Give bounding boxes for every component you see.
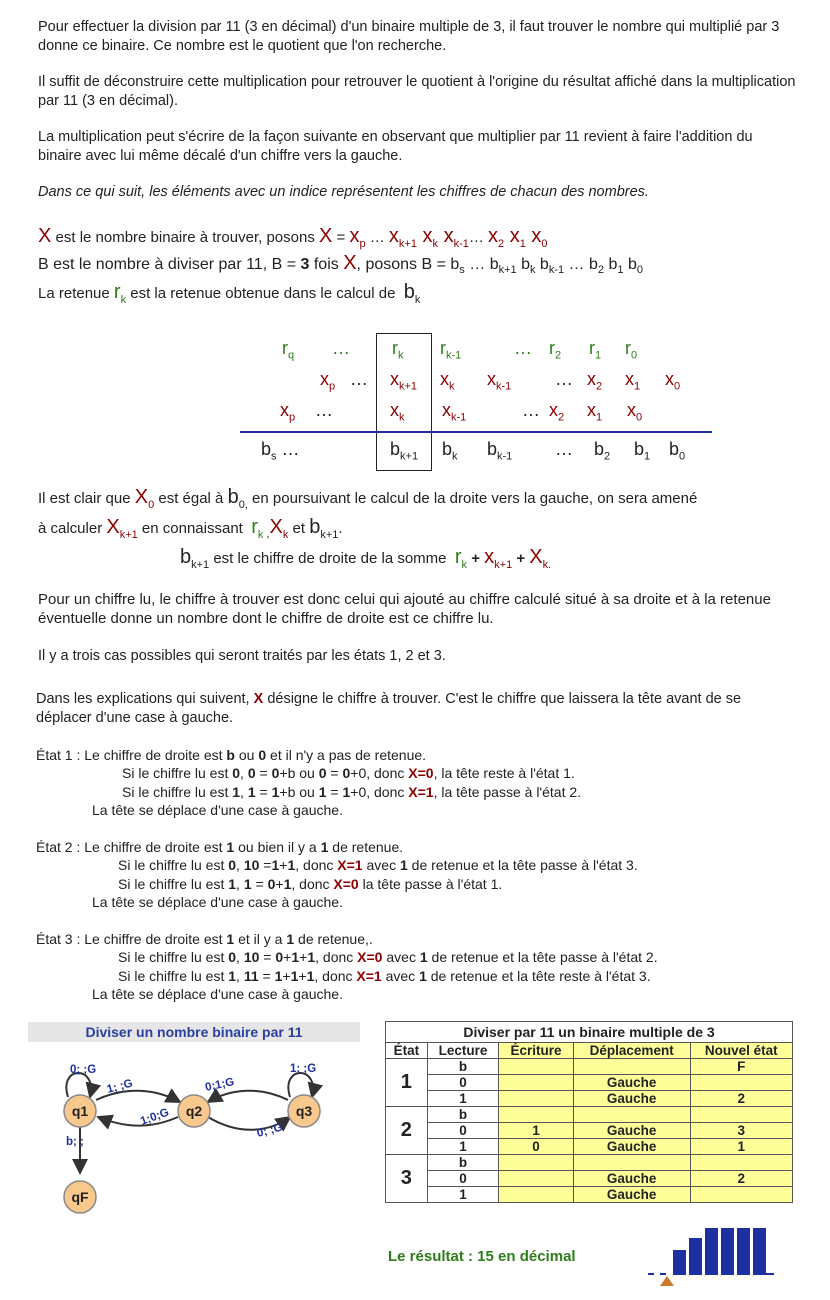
explain-line-1: Il est clair que $X_0$ est égal à $b_{0,}$ en poursuivant le calcul de la droite vers la gauche, on sera amené xyxy=(38,486,698,511)
col-ecriture: Écriture xyxy=(499,1043,573,1059)
tape-empty-cell xyxy=(660,1273,666,1275)
edge-q3-q2 xyxy=(208,1091,288,1102)
result-text: Le résultat : 15 en décimal xyxy=(388,1248,576,1265)
edge-label-q2-q3: 0; ;G xyxy=(255,1121,285,1140)
table-row: 2 b xyxy=(386,1107,793,1123)
col-deplacement: Déplacement xyxy=(573,1043,690,1059)
def-b: B est le nombre à diviser par 11, B = 3 fois X, posons $B = b_s$ … $b_{k+1}$ $b_k$ $b_{k-1}$ … $b_2$ $b_1$ $b_0$ xyxy=(38,252,643,277)
node-q1-label: q1 xyxy=(71,1103,89,1119)
explain-line-3: $b_{k+1}$ est le chiffre de droite de la somme $r_k + x_{k+1} + X_{k.}$ xyxy=(180,546,552,571)
def-x: X est le nombre binaire à trouver, posons $X = x_p$ … $x_{k+1}$ $x_k$ $x_{k-1}\dots$ $x_2$ $x_1$ $x_0$ xyxy=(38,225,548,250)
state-2-block: État 2 : Le chiffre de droite est 1 ou bien il y a 1 de retenue. Si le chiffre lu est 0, 10 =1+1, donc X=1 avec 1 de retenue et la tête passe à l'état 3. Si le chiffre lu est 1, 1 = 0+1, donc X=0 la tête passe à l'état 1. La tête se déplace d'une case à gauche. xyxy=(36,839,638,910)
diagram-title: Diviser un nombre binaire par 11 xyxy=(28,1022,360,1042)
intro-paragraph-2: Il suffit de déconstruire cette multiplication pour retrouver le quotient à l'origine du résultat affiché dans la multiplication par 11 (3 en décimal). xyxy=(38,74,796,109)
node-q3-label: q3 xyxy=(295,1103,313,1119)
result-row: $b_s$ … $b_{k+1}$ $b_k$ $b_{k-1}$ … $b_2$ $b_1$ $b_0$ xyxy=(261,439,686,463)
tape-empty-cell xyxy=(766,1273,774,1275)
intro-paragraph-3: La multiplication peut s'écrire de la façon suivante en observant que multiplier par 11 revient à faire l'addition du binaire avec lui même décalé d'un chiffre vers la gauche. xyxy=(38,129,753,164)
col-etat: État xyxy=(386,1043,428,1059)
x-row: $x_p$ … $x_k$ $x_{k-1}$ … $x_2$ $x_1$ $x_0$ xyxy=(280,400,643,424)
tape-empty-cell xyxy=(648,1273,654,1275)
node-qF-label: qF xyxy=(71,1189,89,1205)
explain-paragraph-6: Il y a trois cas possibles qui seront traités par les états 1, 2 et 3. xyxy=(38,648,446,664)
tape-visual xyxy=(640,1224,780,1288)
edge-label-q2-q1: 1;0;G xyxy=(138,1106,171,1128)
tape-cell xyxy=(705,1228,718,1275)
explain-paragraph-7: Dans les explications qui suivent, X désigne le chiffre à trouver. C'est le chiffre que laissera la tête avant de se déplacer d'une case à gauche. xyxy=(36,691,742,726)
explain-paragraph-5: Pour un chiffre lu, le chiffre à trouver est donc celui qui ajouté au chiffre calculé situé à sa droite et à la retenue éventuelle donne un nombre dont le chiffre de droite est ce chiffre lu. xyxy=(38,591,771,627)
edge-label-q1-loop: 0; ;G xyxy=(70,1064,97,1076)
state-diagram xyxy=(28,1045,348,1225)
edge-label-q3-loop: 1; ;G xyxy=(290,1063,317,1075)
def-r: La retenue $r_k$ est la retenue obtenue dans le calcul de $b_k$ xyxy=(38,281,421,306)
explain-line-2: à calculer $X_{k+1}$ en connaissant $r_k$ $_,X_k$ et $b_{k+1}$. xyxy=(38,516,343,541)
state-1-block: État 1 : Le chiffre de droite est b ou 0 et il n'y a pas de retenue. Si le chiffre lu est 0, 0 = 0+b ou 0 = 0+0, donc X=0, la tête reste à l'état 1. Si le chiffre lu est 1, 1 = 1+b ou 1 = 1+0, donc X=1, la tête passe à l'état 2. La tête se déplace d'une case à gauche. xyxy=(36,747,582,818)
table-row: 1 Gauche 2 xyxy=(386,1091,793,1107)
edge-label-q3-q2: 0;1;G xyxy=(204,1076,236,1094)
tape-cell xyxy=(721,1228,734,1275)
table-row: 1 b F xyxy=(386,1059,793,1075)
state-3-block: État 3 : Le chiffre de droite est 1 et il y a 1 de retenue,. Si le chiffre lu est 0, 10 = 0+1+1, donc X=0 avec 1 de retenue et la tête passe à l'état 2. Si le chiffre lu est 1, 11 = 1+1+1, donc X=1 avec 1 de retenue et la tête reste à l'état 3. La tête se déplace d'une case à gauche. xyxy=(36,931,658,1002)
node-q2-label: q2 xyxy=(185,1103,203,1119)
sum-line xyxy=(240,431,712,433)
edge-q1-loop xyxy=(66,1073,91,1097)
edge-q3-loop xyxy=(288,1073,313,1097)
table-row: 0 Gauche 2 xyxy=(386,1171,793,1187)
table-row: 1 Gauche xyxy=(386,1187,793,1203)
tape-cell xyxy=(737,1228,750,1275)
col-nouvel-etat: Nouvel état xyxy=(690,1043,792,1059)
tape-cell xyxy=(753,1228,766,1275)
col-lecture: Lecture xyxy=(427,1043,499,1059)
shifted-x-row: $x_p$ … $x_{k+1}$ $x_k$ $x_{k-1}$ … $x_2$ $x_1$ $x_0$ xyxy=(320,369,681,393)
tape-cell xyxy=(673,1250,686,1275)
tape-cell xyxy=(689,1238,702,1275)
table-row: 1 0 Gauche 1 xyxy=(386,1139,793,1155)
carry-row: $r_q$ … $r_k$ $r_{k-1}$ … $r_2$ $r_1$ $r_0$ xyxy=(282,338,638,362)
table-title: Diviser par 11 un binaire multiple de 3 xyxy=(386,1022,793,1043)
table-row: 0 Gauche xyxy=(386,1075,793,1091)
transition-table xyxy=(385,1021,793,1203)
tape-head-icon xyxy=(660,1276,674,1286)
edge-label-q1-qF: b; ; xyxy=(66,1136,84,1148)
intro-paragraph-1: Pour effectuer la division par 11 (3 en décimal) d'un binaire multiple de 3, il faut trouver le nombre qui multiplié par 3 donne ce binaire. Ce nombre est le quotient que l'on recherche. xyxy=(38,19,780,54)
table-row: 3 b xyxy=(386,1155,793,1171)
edge-label-q1-q2: 1; ;G xyxy=(105,1077,135,1096)
intro-paragraph-4: Dans ce qui suit, les éléments avec un indice représentent les chiffres de chacun des nombres. xyxy=(38,184,649,200)
table-row: 0 1 Gauche 3 xyxy=(386,1123,793,1139)
